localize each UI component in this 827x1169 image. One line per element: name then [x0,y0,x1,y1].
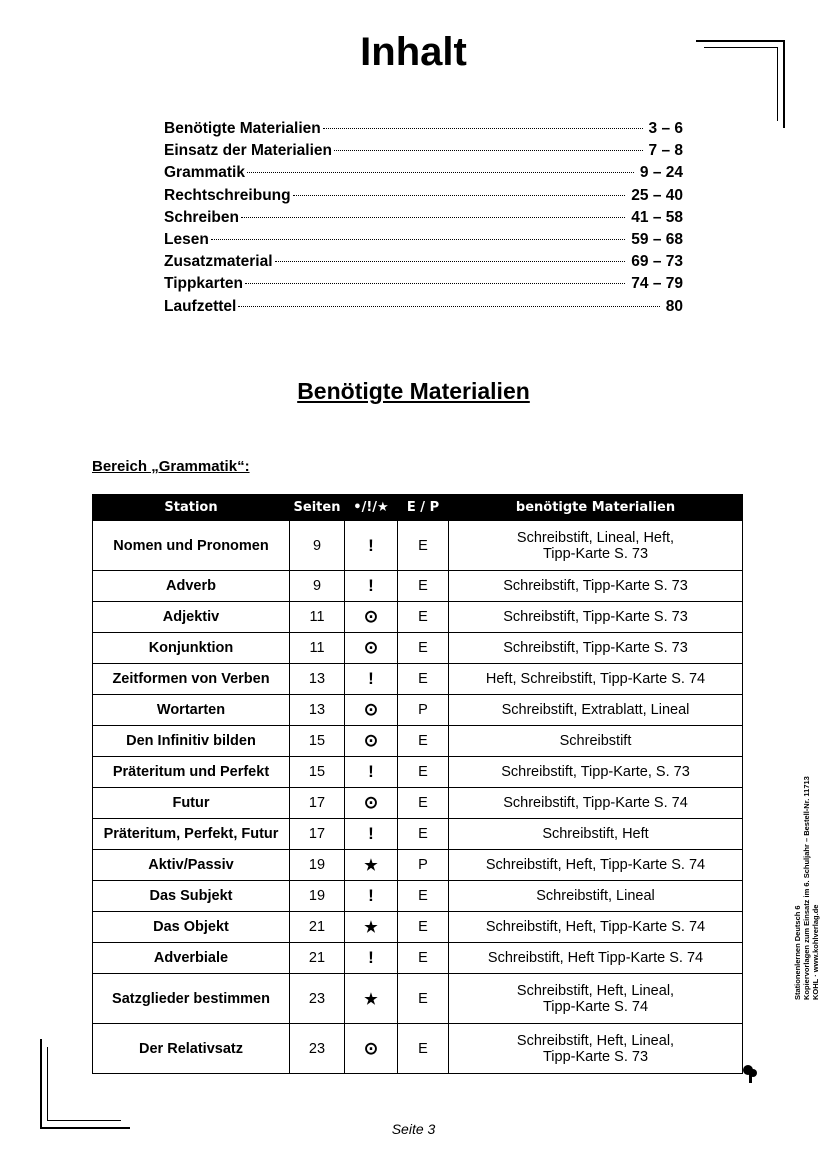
toc-leader-dots [238,306,659,307]
mode-cell: E [398,571,449,602]
materials-line: Schreibstift, Tipp-Karte S. 74 [503,795,688,811]
materials-cell [449,757,743,788]
mode-cell: E [398,912,449,943]
toc-entry-pages: 74 – 79 [631,275,683,293]
pages-cell: 11 [290,633,345,664]
mode-cell: E [398,788,449,819]
station-cell: Der Relativsatz [93,1024,290,1074]
symbol-cell: ⊙ [345,788,398,819]
symbol-cell: ! [345,943,398,974]
table-of-contents [164,120,683,320]
materials-cell [449,726,743,757]
symbol-cell: ! [345,757,398,788]
header-pages: Seiten [290,495,345,521]
toc-leader-dots [293,195,626,196]
station-cell: Adverbiale [93,943,290,974]
symbol-cell: ⊙ [345,1024,398,1074]
toc-entry [164,142,683,164]
toc-entry-label: Rechtschreibung [164,186,291,204]
mode-cell: P [398,695,449,726]
mode-cell: E [398,974,449,1024]
materials-cell [449,695,743,726]
toc-entry-label: Lesen [164,230,209,248]
station-cell: Wortarten [93,695,290,726]
materials-cell [449,912,743,943]
materials-line: Schreibstift, Heft Tipp-Karte S. 74 [487,950,704,966]
pages-cell: 23 [290,1024,345,1074]
publisher-logo-icon [740,1062,762,1084]
area-heading: Bereich „Grammatik“: [92,458,250,475]
table-row [93,1024,743,1074]
table-header-row [93,495,743,521]
materials-line: Schreibstift, Heft [542,826,649,842]
pages-cell: 13 [290,695,345,726]
table-row [93,726,743,757]
toc-entry [164,275,683,297]
pages-cell: 23 [290,974,345,1024]
symbol-cell: ! [345,571,398,602]
mode-cell: E [398,633,449,664]
materials-line: Schreibstift [559,733,632,749]
mode-cell: P [398,850,449,881]
header-station: Station [93,495,290,521]
materials-line: Schreibstift, Heft, Lineal, [516,1032,675,1049]
toc-entry-pages: 80 [665,297,683,315]
table-row [93,850,743,881]
table-row [93,757,743,788]
header-mode: E / P [398,495,449,521]
materials-cell [449,633,743,664]
station-cell: Konjunktion [93,633,290,664]
materials-line: Schreibstift, Lineal [536,888,655,904]
pages-cell: 21 [290,943,345,974]
symbol-cell: ⊙ [345,602,398,633]
materials-cell [449,1024,743,1074]
toc-entry-label: Grammatik [164,164,245,182]
toc-entry-pages: 59 – 68 [631,230,683,248]
materials-line: Tipp-Karte S. 73 [542,545,649,562]
table-row [93,974,743,1024]
table-row [93,819,743,850]
materials-line: Schreibstift, Heft, Lineal, [516,982,675,999]
pages-cell: 19 [290,850,345,881]
station-cell: Adverb [93,571,290,602]
toc-leader-dots [323,128,643,129]
pages-cell: 11 [290,602,345,633]
toc-entry-label: Tippkarten [164,275,243,293]
toc-entry [164,253,683,275]
mode-cell: E [398,757,449,788]
toc-leader-dots [241,217,625,218]
toc-entry-pages: 3 – 6 [648,120,683,137]
symbol-cell: ★ [345,850,398,881]
toc-entry-pages: 25 – 40 [631,186,683,204]
mode-cell: E [398,881,449,912]
page-title: Inhalt [360,30,467,74]
station-cell: Präteritum, Perfekt, Futur [93,819,290,850]
toc-entry-pages: 9 – 24 [639,164,683,182]
station-cell: Satzglieder bestimmen [93,974,290,1024]
pages-cell: 15 [290,726,345,757]
station-cell: Das Objekt [93,912,290,943]
toc-entry [164,209,683,231]
station-cell: Das Subjekt [93,881,290,912]
symbol-cell: ⊙ [345,695,398,726]
toc-entry-label: Zusatzmaterial [164,253,273,271]
mode-cell: E [398,943,449,974]
symbol-cell: ★ [345,912,398,943]
toc-leader-dots [275,261,626,262]
materials-line: Heft, Schreibstift, Tipp-Karte S. 74 [485,671,706,687]
materials-line: Tipp-Karte S. 73 [542,1048,649,1065]
table-row [93,521,743,571]
imprint-subtitle: Kopiervorlagen zum Einsatz im 6. Schuljahr – Bestell-Nr. 11713 [802,776,811,1000]
toc-leader-dots [334,150,643,151]
toc-entry [164,187,683,209]
symbol-cell: ! [345,664,398,695]
materials-cell [449,819,743,850]
station-cell: Adjektiv [93,602,290,633]
pages-cell: 17 [290,819,345,850]
materials-cell [449,521,743,571]
symbol-cell: ⊙ [345,726,398,757]
symbol-cell: ★ [345,974,398,1024]
toc-entry [164,231,683,253]
symbol-cell: ! [345,521,398,571]
pages-cell: 9 [290,571,345,602]
header-symbol: •/!/★ [345,495,398,521]
toc-entry [164,298,683,320]
mode-cell: E [398,726,449,757]
table-row [93,633,743,664]
table-row [93,788,743,819]
section-title: Benötigte Materialien [297,378,530,404]
materials-line: Schreibstift, Tipp-Karte S. 73 [503,640,688,656]
materials-table [92,494,743,1074]
toc-entry-label: Schreiben [164,208,239,226]
materials-cell [449,602,743,633]
station-cell: Den Infinitiv bilden [93,726,290,757]
station-cell: Zeitformen von Verben [93,664,290,695]
mode-cell: E [398,602,449,633]
toc-entry [164,164,683,186]
materials-cell [449,571,743,602]
pages-cell: 21 [290,912,345,943]
pages-cell: 17 [290,788,345,819]
symbol-cell: ⊙ [345,633,398,664]
station-cell: Futur [93,788,290,819]
pages-cell: 15 [290,757,345,788]
materials-line: Schreibstift, Tipp-Karte S. 73 [503,578,688,594]
toc-entry-label: Einsatz der Materialien [164,142,332,160]
pages-cell: 9 [290,521,345,571]
toc-entry-label: Laufzettel [164,297,237,315]
materials-line: Schreibstift, Lineal, Heft, [516,529,675,546]
imprint-url: www.kohlverlag.de [811,904,820,973]
table-row [93,602,743,633]
page-number: Seite 3 [391,1121,436,1137]
station-cell: Nomen und Pronomen [93,521,290,571]
pages-cell: 19 [290,881,345,912]
header-materials: benötigte Materialien [449,495,743,521]
materials-line: Schreibstift, Extrablatt, Lineal [501,702,690,718]
imprint-title: Stationenlernen Deutsch 6 [793,905,802,1000]
toc-leader-dots [211,239,625,240]
table-row [93,695,743,726]
table-row [93,943,743,974]
table-row [93,664,743,695]
mode-cell: E [398,819,449,850]
materials-cell [449,850,743,881]
toc-entry-pages: 7 – 8 [648,142,683,160]
mode-cell: E [398,521,449,571]
toc-entry-label: Benötigte Materialien [164,120,321,137]
materials-cell [449,788,743,819]
toc-entry [164,120,683,142]
mode-cell: E [398,1024,449,1074]
station-cell: Aktiv/Passiv [93,850,290,881]
materials-line: Schreibstift, Tipp-Karte S. 73 [503,609,688,625]
toc-leader-dots [247,172,634,173]
table-row [93,571,743,602]
table-row [93,881,743,912]
pages-cell: 13 [290,664,345,695]
toc-entry-pages: 41 – 58 [631,208,683,226]
table-row [93,912,743,943]
materials-line: Schreibstift, Heft, Tipp-Karte S. 74 [485,919,706,935]
toc-leader-dots [245,283,625,284]
materials-line: Tipp-Karte S. 74 [542,998,649,1015]
symbol-cell: ! [345,819,398,850]
materials-cell [449,974,743,1024]
materials-cell [449,943,743,974]
station-cell: Präteritum und Perfekt [93,757,290,788]
materials-line: Schreibstift, Tipp-Karte, S. 73 [501,764,690,780]
symbol-cell: ! [345,881,398,912]
materials-line: Schreibstift, Heft, Tipp-Karte S. 74 [485,857,706,873]
materials-cell [449,881,743,912]
mode-cell: E [398,664,449,695]
materials-cell [449,664,743,695]
toc-entry-pages: 69 – 73 [631,253,683,271]
imprint-publisher: KOHL [811,978,820,1000]
